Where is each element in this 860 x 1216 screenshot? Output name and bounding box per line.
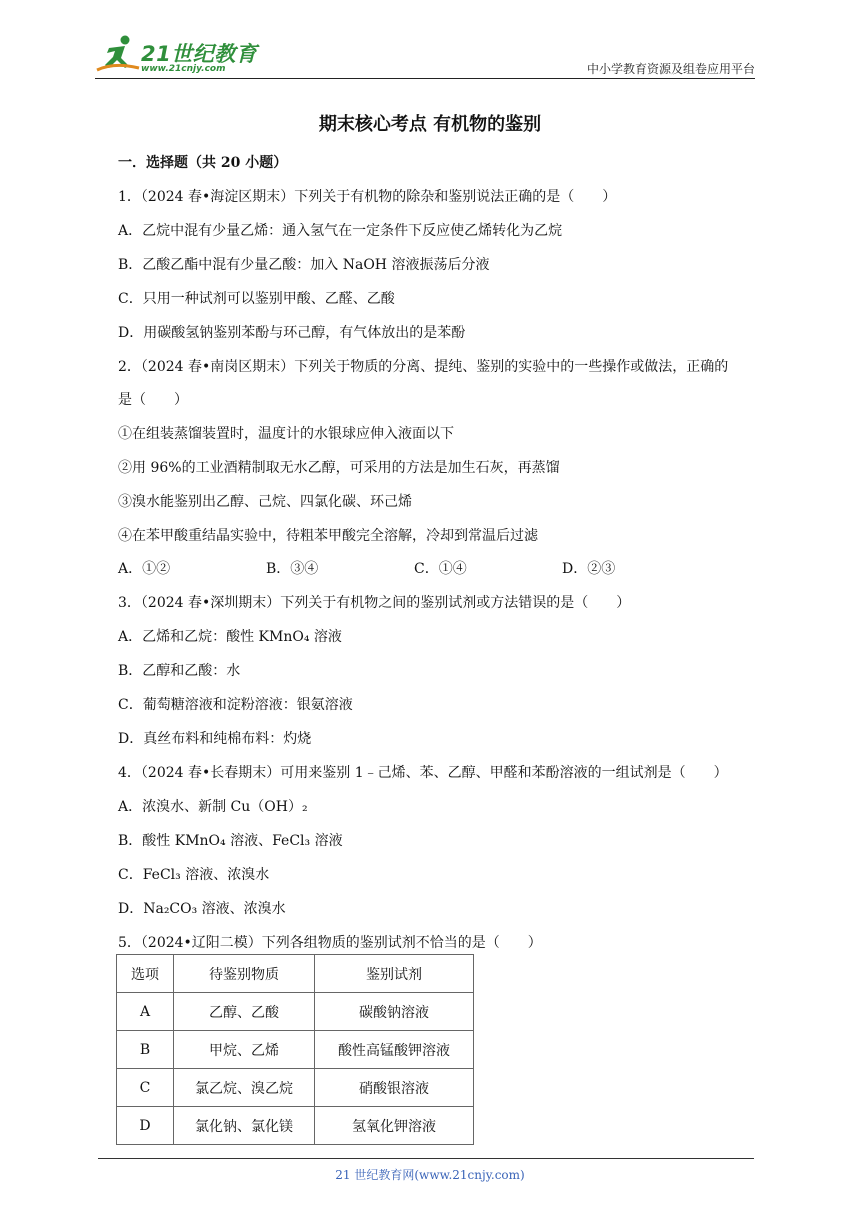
question-1-stem: 1．（2024 春•海淀区期末）下列关于有机物的除杂和鉴别说法正确的是（ ） <box>118 189 617 205</box>
question-3-option-b: B．乙醇和乙酸：水 <box>118 663 241 679</box>
logo-text: 21世纪教育 <box>141 42 258 66</box>
table-cell: 乙醇、乙酸 <box>174 993 315 1031</box>
table-header-cell: 鉴别试剂 <box>315 955 474 993</box>
logo-url: www.21cnjy.com <box>141 64 226 74</box>
question-3-stem: 3．（2024 春•深圳期末）下列关于有机物之间的鉴别试剂或方法错误的是（ ） <box>118 595 631 611</box>
question-3-option-d: D．真丝布料和纯棉布料：灼烧 <box>118 731 312 747</box>
question-1-option-d: D．用碳酸氢钠鉴别苯酚与环己醇，有气体放出的是苯酚 <box>118 325 466 341</box>
question-2-option-b: B．③④ <box>266 561 319 577</box>
footer-link[interactable]: 21 世纪教育网(www.21cnjy.com) <box>335 1168 525 1182</box>
question-2-option-d: D．②③ <box>562 561 616 577</box>
table-row <box>117 1069 474 1107</box>
table-cell: 氯化钠、氯化镁 <box>174 1107 315 1145</box>
table-cell: D <box>117 1107 174 1145</box>
question-4-stem: 4．（2024 春•长春期末）可用来鉴别 1﹣己烯、苯、乙醇、甲醛和苯酚溶液的一组试剂是（ ） <box>118 765 728 781</box>
header-platform-text: 中小学教育资源及组卷应用平台 <box>586 62 755 76</box>
question-2-stem: 2．（2024 春•南岗区期末）下列关于物质的分离、提纯、鉴别的实验中的一些操作或做法，正确的 <box>118 359 729 375</box>
table-cell: C <box>117 1069 174 1107</box>
question-5-stem: 5．（2024•辽阳二模）下列各组物质的鉴别试剂不恰当的是（ ） <box>118 935 542 951</box>
table-cell: A <box>117 993 174 1031</box>
running-figure-icon <box>95 34 141 76</box>
table-cell: 甲烷、乙烯 <box>174 1031 315 1069</box>
question-1-option-c: C．只用一种试剂可以鉴别甲酸、乙醛、乙酸 <box>118 291 395 307</box>
footer-divider <box>98 1158 754 1159</box>
question-4-option-a: A．浓溴水、新制 Cu（OH）₂ <box>118 799 308 815</box>
question-2-item-2: ②用 96%的工业酒精制取无水乙醇，可采用的方法是加生石灰，再蒸馏 <box>118 460 560 476</box>
question-2-item-4: ④在苯甲酸重结晶实验中，待粗苯甲酸完全溶解，冷却到常温后过滤 <box>118 528 538 544</box>
table-cell: 氢氧化钾溶液 <box>315 1107 474 1145</box>
page-header <box>95 34 755 79</box>
question-1-option-b: B．乙酸乙酯中混有少量乙酸：加入 NaOH 溶液振荡后分液 <box>118 257 490 273</box>
table-header-cell: 待鉴别物质 <box>174 955 315 993</box>
section-heading: 一．选择题（共 20 小题） <box>118 155 288 171</box>
table-cell: B <box>117 1031 174 1069</box>
question-3-option-c: C．葡萄糖溶液和淀粉溶液：银氨溶液 <box>118 697 353 713</box>
question-2-option-a: A．①② <box>118 561 171 577</box>
table-cell: 硝酸银溶液 <box>315 1069 474 1107</box>
table-row <box>117 993 474 1031</box>
table-header-cell: 选项 <box>117 955 174 993</box>
question-4-option-d: D．Na₂CO₃ 溶液、浓溴水 <box>118 901 286 917</box>
table-cell: 氯乙烷、溴乙烷 <box>174 1069 315 1107</box>
question-2-item-3: ③溴水能鉴别出乙醇、己烷、四氯化碳、环己烯 <box>118 494 412 510</box>
table-row <box>117 1031 474 1069</box>
question-3-option-a: A．乙烯和乙烷：酸性 KMnO₄ 溶液 <box>118 629 342 645</box>
question-4-option-c: C．FeCl₃ 溶液、浓溴水 <box>118 867 270 883</box>
question-2-stem-cont: 是（ ） <box>118 392 188 408</box>
question-4-option-b: B．酸性 KMnO₄ 溶液、FeCl₃ 溶液 <box>118 833 343 849</box>
question-1-option-a: A．乙烷中混有少量乙烯：通入氢气在一定条件下反应使乙烯转化为乙烷 <box>118 223 563 239</box>
table-cell: 酸性高锰酸钾溶液 <box>315 1031 474 1069</box>
question-2-item-1: ①在组装蒸馏装置时，温度计的水银球应伸入液面以下 <box>118 426 454 442</box>
table-row <box>117 1107 474 1145</box>
table-cell: 碳酸钠溶液 <box>315 993 474 1031</box>
question-5-table <box>116 954 474 1145</box>
page-title: 期末核心考点 有机物的鉴别 <box>318 114 542 135</box>
table-header-row <box>117 955 474 993</box>
site-logo <box>95 34 265 76</box>
question-2-option-c: C．①④ <box>414 561 467 577</box>
